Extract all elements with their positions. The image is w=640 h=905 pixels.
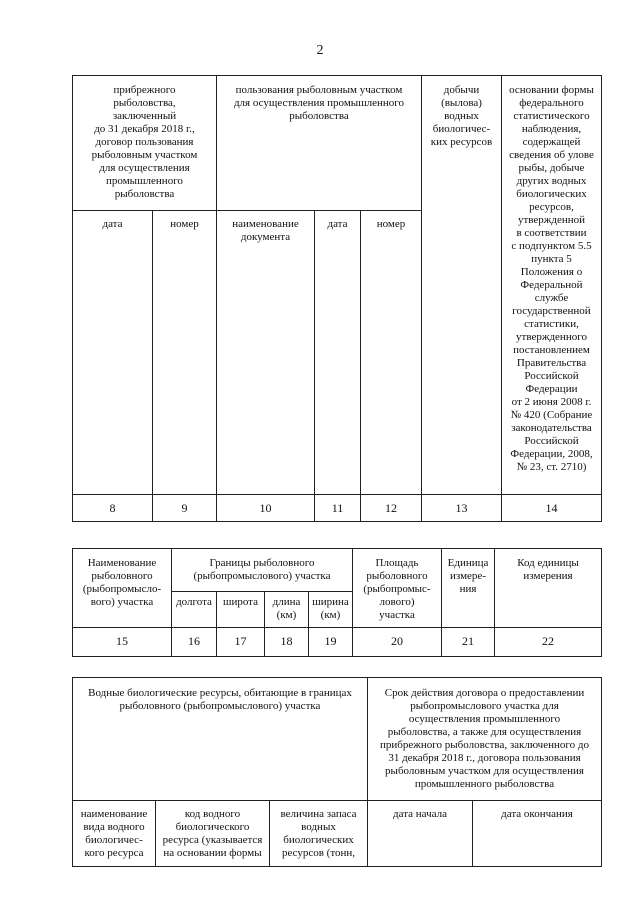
table1-sub-number-1: номер — [170, 218, 199, 230]
table3-sub-start-date: дата начала — [393, 808, 447, 820]
table2-header-col-22: Код единицы измерения — [517, 557, 579, 582]
table3-sub-species-name: наименование вида водного биологичес- кого ресурса — [80, 808, 148, 859]
table2-col-number: 17 — [234, 634, 247, 648]
table1-col-number: 8 — [109, 501, 116, 515]
table3-header-term: Срок действия договора о предоставлении рыбопромыслового участка для осуществления промышленного рыболовства, а также для осуществления прибрежного рыболовства, заключенного до 31 декабря 2018 г., договора пользования рыболовным участком для осуществления промышленного рыболовства — [380, 687, 589, 790]
table2-col-number: 18 — [280, 634, 293, 648]
table1-header-cols-10-12: пользования рыболовным участком для осуществления промышленного рыболовства — [233, 84, 405, 122]
table2-col-number: 16 — [188, 634, 200, 648]
table1-header-col-13: добычи (вылова) водных биологичес- ких ресурсов — [430, 84, 493, 148]
table2-sub-width: ширина (км) — [312, 596, 349, 621]
table1-col-number: 12 — [385, 501, 397, 515]
table1-header-col-14: основании формы федерального статистического наблюдения, содержащей сведения об улове рыбы, добыче других водных биологических ресурсов, утвержденной в соответствии с подпунктом 5.5 пункта 5 Положения о Федеральной службе государственной статистики, утвержденного постановлением Правительства Российской Федерации от 2 июня 2008 г. № 420 (Собрание законодательства Российской Федерации, 2008, № 23, ст. 2710) — [509, 84, 594, 473]
table2-col-number: 22 — [542, 634, 554, 648]
table1-col-number: 13 — [455, 501, 468, 515]
table1-sub-date-2: дата — [327, 218, 348, 230]
table1-col-number: 10 — [259, 501, 272, 515]
page-number: 2 — [316, 43, 324, 58]
table2-col-number: 19 — [324, 634, 337, 648]
table1-sub-number-2: номер — [376, 218, 406, 230]
table2-header-col-15: Наименование рыболовного (рыбопромысло- вого) участка — [82, 557, 162, 608]
table1-col-number: 11 — [331, 501, 344, 515]
table3-sub-resource-code: код водного биологического ресурса (указывается на основании формы — [162, 808, 263, 859]
table2-col-number: 21 — [462, 634, 474, 648]
table1-sub-date-1: дата — [102, 218, 123, 230]
table2-sub-length: длина (км) — [272, 596, 301, 621]
table1-header-cols-8-9: прибрежного рыболовства, заключенный до 31 декабря 2018 г., договор пользования рыболовным участком для осуществления промышленного рыболовства — [91, 84, 198, 200]
table2-col-number: 15 — [116, 634, 128, 648]
table2-header-col-21: Единица измере- ния — [447, 557, 489, 595]
table2-header-boundaries: Границы рыболовного (рыбопромыслового) участка — [193, 557, 331, 582]
table1-col-number: 14 — [545, 501, 558, 515]
table2-sub-longitude: долгота — [176, 596, 212, 608]
table2-header-col-20: Площадь рыболовного (рыбопромыс- лового) участка — [363, 557, 431, 621]
table3-sub-stock-size: величина запаса водных биологических ресурсов (тонн, — [280, 808, 357, 859]
table2-sub-latitude: широта — [222, 596, 259, 608]
table3-sub-end-date: дата окончания — [501, 808, 573, 820]
table3-header-resources: Водные биологические ресурсы, обитающие в границах рыболовного (рыбопромыслового) участка — [88, 687, 352, 712]
table2-col-number: 20 — [391, 634, 403, 648]
table1-col-number: 9 — [181, 501, 188, 515]
table1-sub-doc-name: наименование документа — [232, 218, 299, 243]
